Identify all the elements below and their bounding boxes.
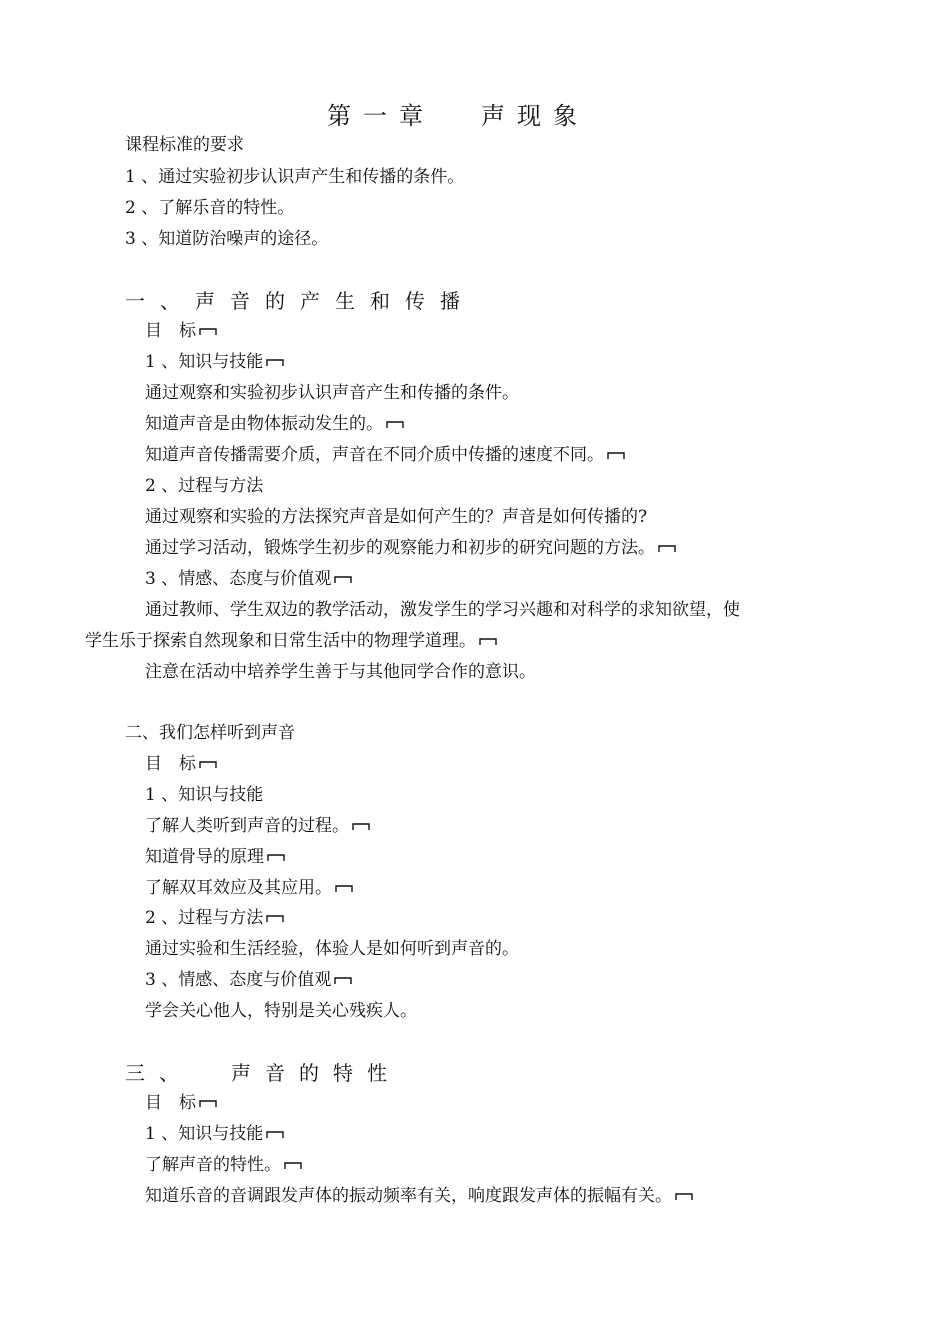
paragraph-mark-icon bbox=[675, 1191, 693, 1201]
section1-sub1: 1 、知识与技能 bbox=[145, 351, 284, 373]
section3-k2: 知道乐音的音调跟发声体的振动频率有关，响度跟发声体的振幅有关。 bbox=[145, 1185, 693, 1207]
section1-p2: 通过学习活动，锻炼学生初步的观察能力和初步的研究问题的方法。 bbox=[145, 537, 676, 559]
paragraph-mark-icon bbox=[267, 852, 285, 862]
chapter-name: 声现象 bbox=[481, 102, 589, 130]
section2-goal: 目 标 bbox=[145, 753, 217, 775]
section1-sub2: 2 、过程与方法 bbox=[145, 476, 264, 496]
section1-k2: 知道声音是由物体振动发生的。 bbox=[145, 413, 404, 435]
section2-k1: 了解人类听到声音的过程。 bbox=[145, 815, 370, 837]
section1-k3: 知道声音传播需要介质，声音在不同介质中传播的速度不同。 bbox=[145, 444, 625, 466]
paragraph-mark-icon bbox=[284, 1160, 302, 1170]
section2-sub2: 2 、过程与方法 bbox=[145, 907, 284, 929]
section2-p1: 通过实验和生活经验，体验人是如何听到声音的。 bbox=[145, 939, 519, 959]
section3-name: 声音的特性 bbox=[231, 1061, 401, 1085]
paragraph-mark-icon bbox=[658, 543, 676, 553]
section1-e1b: 学生乐于探索自然现象和日常生活中的物理学道理。 bbox=[85, 630, 497, 652]
paragraph-mark-icon bbox=[334, 975, 352, 985]
paragraph-mark-icon bbox=[199, 326, 217, 336]
section2-title: 二、我们怎样听到声音 bbox=[125, 723, 295, 743]
paragraph-mark-icon bbox=[335, 883, 353, 893]
paragraph-mark-icon bbox=[607, 450, 625, 460]
section2-e1: 学会关心他人，特别是关心残疾人。 bbox=[145, 1001, 417, 1021]
section1-k1: 通过观察和实验初步认识声音产生和传播的条件。 bbox=[145, 383, 519, 403]
section3-goal: 目 标 bbox=[145, 1092, 217, 1114]
section1-goal: 目 标 bbox=[145, 320, 217, 342]
section1-title: 一、声音的产生和传播 bbox=[125, 289, 475, 313]
section1-e1a: 通过教师、学生双边的教学活动，激发学生的学习兴趣和对科学的求知欲望，使 bbox=[145, 600, 740, 620]
standards-item-3: 3 、知道防治噪声的途径。 bbox=[125, 229, 329, 249]
section3-k1: 了解声音的特性。 bbox=[145, 1154, 302, 1176]
section3-number: 三、 bbox=[125, 1061, 193, 1085]
paragraph-mark-icon bbox=[199, 759, 217, 769]
standards-item-2: 2 、了解乐音的特性。 bbox=[125, 198, 295, 218]
paragraph-mark-icon bbox=[479, 636, 497, 646]
paragraph-mark-icon bbox=[352, 821, 370, 831]
paragraph-mark-icon bbox=[386, 419, 404, 429]
chapter-title bbox=[327, 101, 589, 131]
section1-p1: 通过观察和实验的方法探究声音是如何产生的？声音是如何传播的? bbox=[145, 507, 648, 527]
section3-sub1: 1 、知识与技能 bbox=[145, 1123, 284, 1145]
section2-sub1: 1 、知识与技能 bbox=[145, 785, 264, 805]
standards-item-1: 1 、通过实验初步认识声产生和传播的条件。 bbox=[125, 167, 465, 187]
standards-heading: 课程标准的要求 bbox=[125, 135, 244, 155]
section2-sub3: 3 、情感、态度与价值观 bbox=[145, 969, 352, 991]
section2-k2: 知道骨导的原理 bbox=[145, 846, 285, 868]
chapter-number: 第一章 bbox=[327, 102, 435, 130]
section2-k3: 了解双耳效应及其应用。 bbox=[145, 877, 353, 899]
paragraph-mark-icon bbox=[334, 574, 352, 584]
section3-title bbox=[125, 1060, 401, 1086]
section1-e2: 注意在活动中培养学生善于与其他同学合作的意识。 bbox=[145, 662, 536, 682]
paragraph-mark-icon bbox=[266, 357, 284, 367]
section1-sub3: 3 、情感、态度与价值观 bbox=[145, 568, 352, 590]
paragraph-mark-icon bbox=[266, 913, 284, 923]
paragraph-mark-icon bbox=[266, 1129, 284, 1139]
paragraph-mark-icon bbox=[199, 1098, 217, 1108]
